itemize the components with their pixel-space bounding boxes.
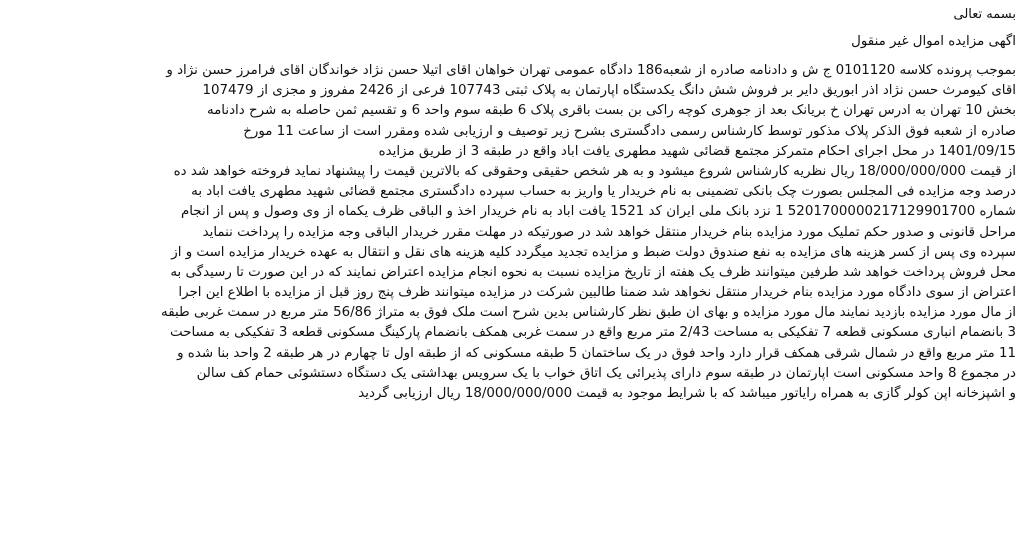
body-line: 3 بانضمام انباری مسکونی قطعه 7 تفکیکی به مساحت 2/43 متر مربع واقع در سمت غربی همکف بانضمام پارکینگ مسکونی قطعه 3 تفکیکی به مساحت: [170, 325, 1016, 341]
body-line: در مجموع 8 واحد مسکونی است اپارتمان در طبقه سوم دارای پذیرائی یک اتاق خواب با یک سرویس بهداشتی یک دستگاه دستشوئی حمام کف سالن: [196, 365, 1016, 381]
body-line: سپرده وی پس از کسر هزینه های مزایده به نفع صندوق دولت ضبط و مزایده تجدید میگردد کلیه هزینه های نقل و انتقال به عهده خریدار مزایده است و از: [171, 244, 1016, 260]
document-body: [8, 61, 1016, 404]
document-title: بسمه تعالی: [953, 7, 1016, 22]
body-line: از مال مورد مزایده بازدید نمایند مال مورد مزایده و بهای ان طبق نظر کارشناس بدین شرح است ملک فوق به متراژ 56/86 متر مربع در سمت غربی طبقه: [161, 305, 1016, 321]
auction-notice-document: [8, 6, 1016, 404]
body-line: و اشپزخانه اپن کولر گازی به همراه رایاتور میباشد که با شرایط موجود به قیمت 18/000/000/000 ریال ارزیابی گردید: [358, 386, 1016, 401]
body-line: اقای کیومرث حسن نژاد اذر ابوریق دایر بر فروش شش دانگ یکدستگاه اپارتمان به پلاک ثبتی 107743 فرعی از 2426 مفروز و مجزی از 107479: [202, 83, 1016, 99]
body-line: 1401/09/15 در محل اجرای احکام متمرکز مجتمع قضائی شهید مطهری یافت اباد واقع در طبقه 3 از طریق مزایده: [378, 143, 1016, 159]
body-line: اعتراض از سوی دادگاه مورد مزایده بنام خریدار منتقل نخواهد شد ضمنا طالبین شرکت در مزایده میتوانند ظرف پنج روز قبل از مزایده با اطلاع این اجرا: [178, 285, 1016, 301]
body-line: 11 متر مربع واقع در شمال شرقی همکف قرار دارد واحد فوق در یک ساختمان 5 طبقه مسکونی که از طبقه اول تا چهارم در هر طبقه 2 واحد بنا شده و: [177, 345, 1016, 361]
body-line: محل فروش پرداخت خواهد شد طرفین میتوانند ظرف یک هفته از تاریخ مزایده نسبت به نحوه انجام مزایده اعتراض نمایند که در این صورت تا رسیدگی به: [170, 264, 1016, 280]
body-line: مراحل قانونی و صدور حکم تملیک مورد مزایده بنام خریدار منتقل خواهد شد در صورتیکه در مهلت مقرر خریدار الباقی وجه مزایده را پرداخت ننماید: [202, 224, 1016, 240]
body-line: درصد وجه مزایده فی المجلس بصورت چک بانکی تضمینی به نام خریدار یا واریز به حساب سپرده دادگستری مجتمع قضائی شهید مطهری یافت اباد به: [191, 184, 1016, 200]
body-line: صادره از شعبه فوق الذکر پلاک مذکور توسط کارشناس رسمی دادگستری بشرح زیر توصیف و ارزیابی شده ومقرر است از ساعت 11 مورخ: [243, 123, 1016, 139]
body-line: از قیمت 18/000/000/000 ریال نظریه کارشناس شروع میشود و به هر شخص حقیقی وحقوقی که بالاترین قیمت را پیشنهاد نماید فروخته خواهد شد ده: [173, 163, 1016, 179]
body-line: بخش 10 تهران به ادرس تهران خ بریانک بعد از جوهری کوچه راکی بن بست باقری پلاک 6 طبقه سوم واحد 6 و تقسیم ثمن حاصله به شرح دادنامه: [206, 103, 1016, 119]
body-line: شماره 5201700000217129901700 1 نزد بانک ملی ایران کد 1521 یافت اباد به نام خریدار اخذ و الباقی ظرف یکماه از وی وصول و پس از انجام: [180, 204, 1016, 220]
document-subtitle: اگهی مزایده اموال غیر منقول: [851, 34, 1016, 49]
body-line: بموجب پرونده کلاسه 0101120 ج ش و دادنامه صادره از شعبه186 دادگاه عمومی تهران خواهان اقای اتیلا حسن نژاد خواندگان اقای فرامرز حسن نژاد و: [166, 63, 1016, 78]
